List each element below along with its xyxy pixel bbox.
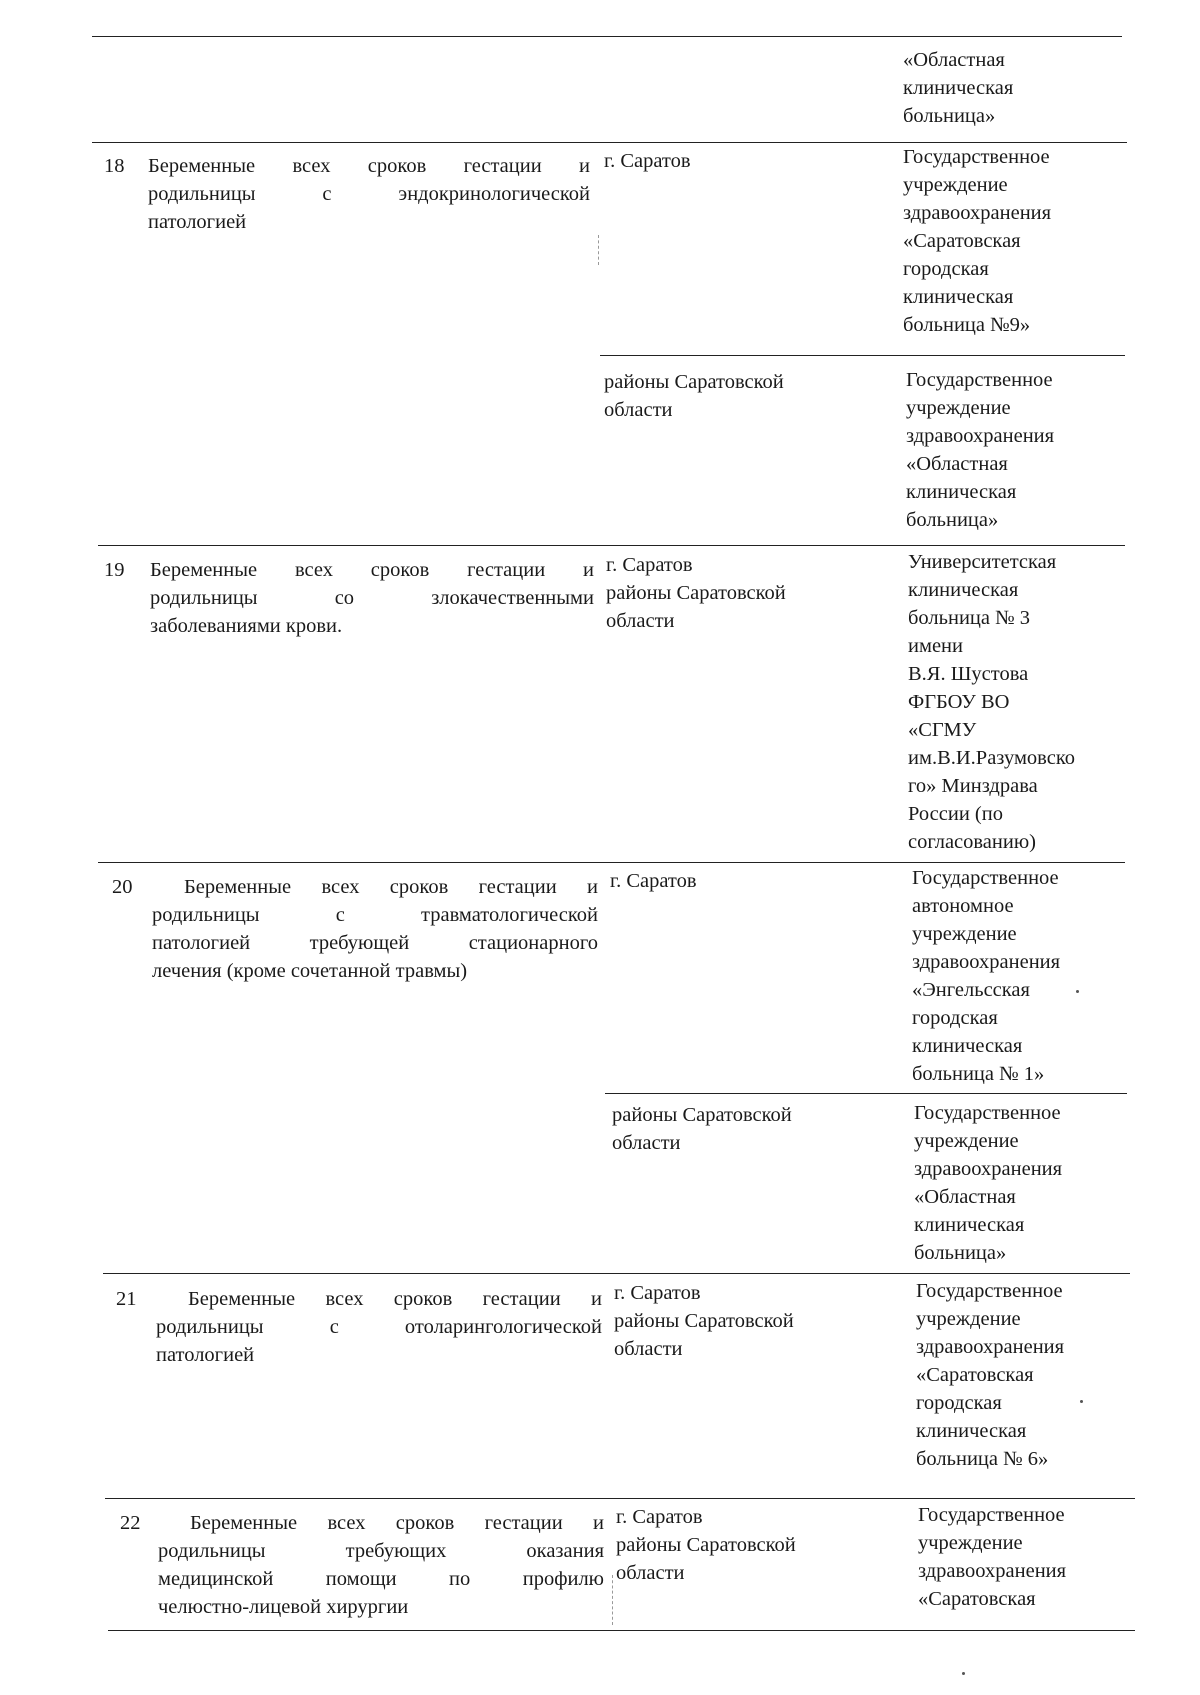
patient-category-cell	[150, 556, 594, 640]
institution-cell: «Областная клиническая больница»	[903, 49, 1014, 127]
description-line: патологией	[148, 211, 247, 233]
institution-cell: Университетская клиническая больница № 3 имени В.Я. Шустова ФГБОУ ВО «СГМУ им.В.И.Разумовско го» Минздрава России (по согласованию)	[908, 551, 1075, 853]
territory-cell: г. Саратов районы Саратовской области	[616, 1506, 796, 1584]
scan-speck	[1080, 1400, 1083, 1403]
description-line: патологией	[156, 1344, 255, 1366]
description-line: родильницы с эндокринологической	[148, 183, 590, 205]
patient-category-cell	[158, 1509, 604, 1621]
patient-category-cell	[152, 873, 598, 985]
row-number: 21	[116, 1288, 137, 1310]
description-line: родильницы требующих оказания	[158, 1540, 604, 1562]
row-number: 19	[104, 559, 125, 581]
scan-speck	[1076, 990, 1079, 993]
institution-cell: Государственное учреждение здравоохранения «Саратовская	[918, 1504, 1067, 1610]
territory-cell: районы Саратовской области	[612, 1104, 792, 1154]
scan-speck	[962, 1672, 965, 1675]
description-line: Беременные всех сроков гестации и	[184, 876, 598, 898]
description-line: челюстно-лицевой хирургии	[158, 1596, 409, 1618]
rule-row21-top	[103, 1273, 1130, 1274]
description-line: лечения (кроме сочетанной травмы)	[152, 960, 468, 982]
territory-cell: г. Саратов районы Саратовской области	[606, 554, 786, 632]
institution-cell: Государственное учреждение здравоохранения «Саратовская городская клиническая больница №9»	[903, 146, 1052, 336]
rule-row18-sub	[600, 355, 1125, 356]
territory-cell: г. Саратов районы Саратовской области	[614, 1282, 794, 1360]
description-line: родильницы с отоларингологической	[156, 1316, 602, 1338]
description-line: Беременные всех сроков гестации и	[148, 155, 590, 177]
territory-cell: районы Саратовской области	[604, 371, 784, 421]
institution-cell: Государственное автономное учреждение здравоохранения «Энгельсская городская клиническая больница № 1»	[912, 867, 1061, 1085]
description-line: Беременные всех сроков гестации и	[188, 1288, 602, 1310]
institution-cell: Государственное учреждение здравоохранения «Областная клиническая больница»	[914, 1102, 1063, 1264]
rule-row19-top	[98, 545, 1125, 546]
rule-row22-top	[105, 1498, 1135, 1499]
description-line: родильницы со злокачественными	[150, 587, 594, 609]
patient-category-cell	[156, 1285, 602, 1369]
patient-category-cell	[148, 152, 590, 236]
row-number: 18	[104, 155, 125, 177]
column-tick	[598, 235, 599, 265]
description-line: патологией требующей стационарного	[152, 932, 598, 954]
description-line: Беременные всех сроков гестации и	[190, 1512, 604, 1534]
column-tick	[612, 1575, 613, 1625]
rule-top	[92, 36, 1122, 37]
rule-row20-sub	[605, 1093, 1127, 1094]
row-number: 22	[120, 1512, 141, 1534]
description-line: родильницы с травматологической	[152, 904, 598, 926]
institution-cell: Государственное учреждение здравоохранения «Областная клиническая больница»	[906, 369, 1055, 531]
territory-cell: г. Саратов	[604, 150, 691, 172]
description-line: медицинской помощи по профилю	[158, 1568, 604, 1590]
row-number: 20	[112, 876, 133, 898]
territory-cell: г. Саратов	[610, 870, 697, 892]
description-line: заболеваниями крови.	[150, 615, 343, 637]
description-line: Беременные всех сроков гестации и	[150, 559, 594, 581]
institution-cell: Государственное учреждение здравоохранения «Саратовская городская клиническая больница № 6»	[916, 1280, 1065, 1470]
rule-bottom	[108, 1630, 1135, 1631]
rule-row20-top	[98, 862, 1125, 863]
